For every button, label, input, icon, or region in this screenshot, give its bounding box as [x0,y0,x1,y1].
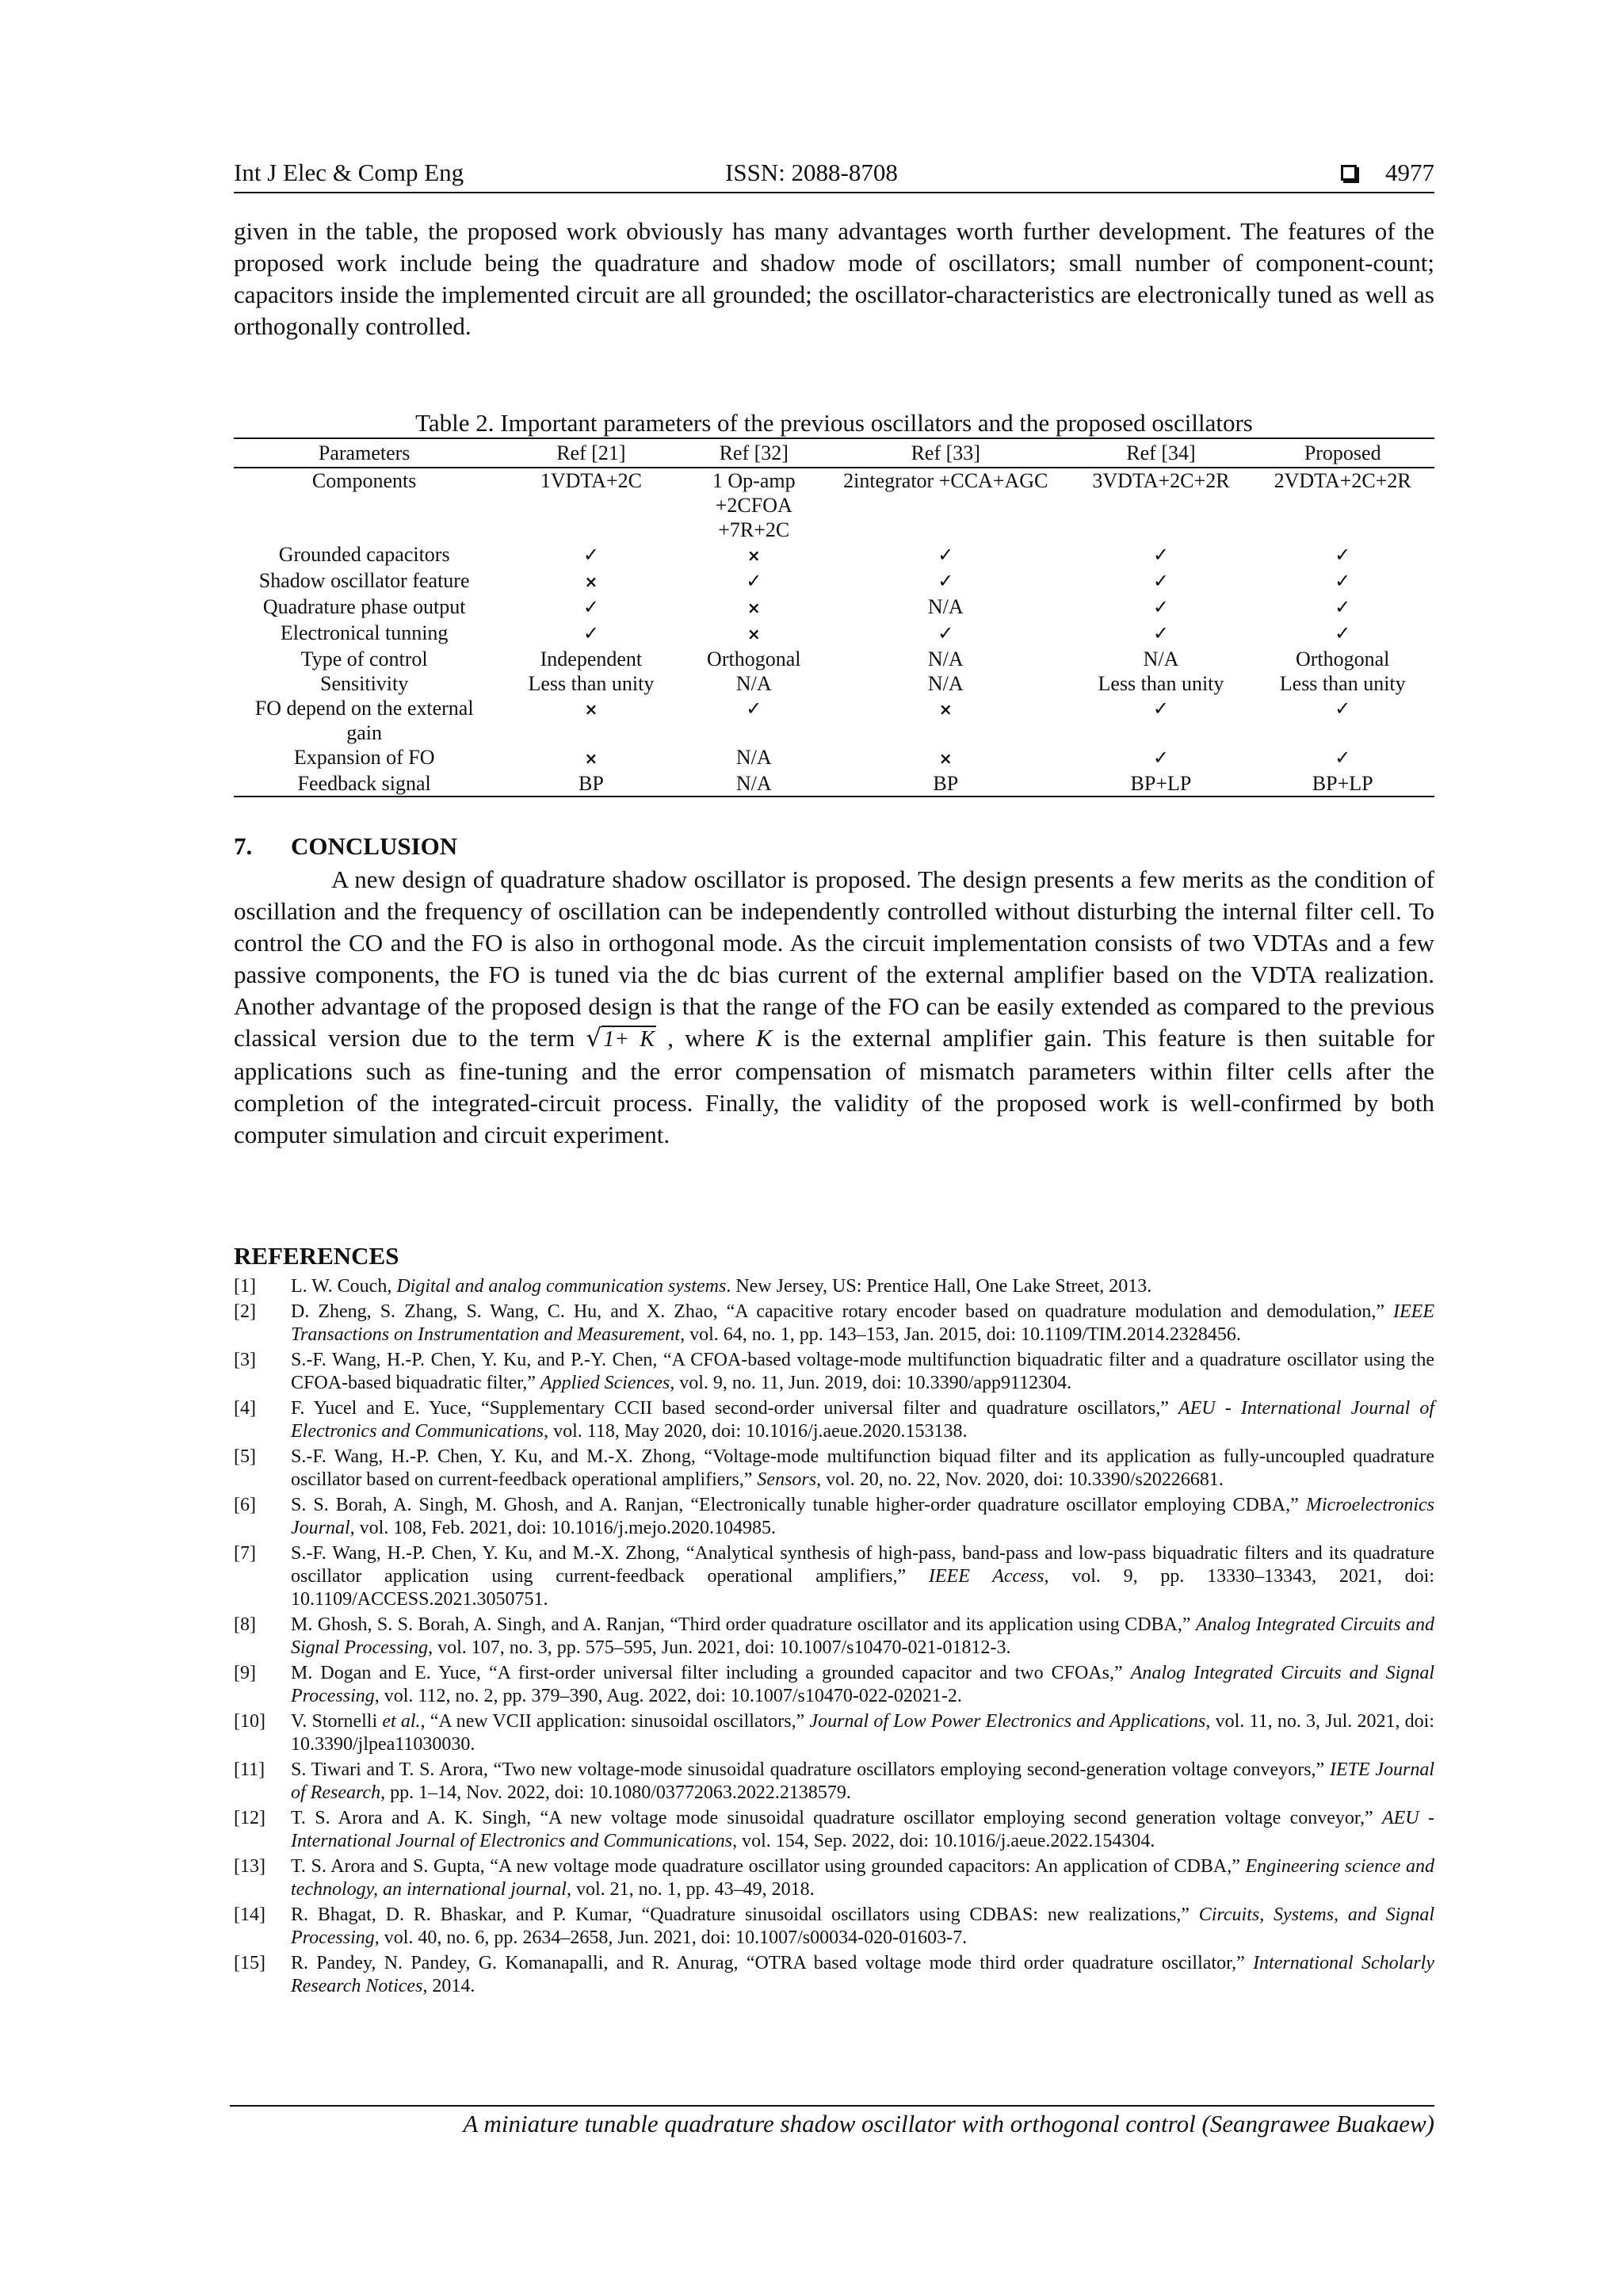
reference-part: F. Yucel and E. Yuce, “Supplementary CCII based second-order universal filter and quadrature oscillators,” [291,1398,1178,1419]
table-cell: N/A [1143,648,1179,670]
reference-text [291,1301,1434,1347]
reference-text [291,1855,1434,1901]
reference-text [291,1807,1434,1853]
table-cell: Less than unity [528,672,655,695]
table-caption: Table 2. Important parameters of the previous oscillators and the proposed oscillators [415,409,1253,437]
table-cell: 1VDTA+2C [540,469,642,492]
reference-part: R. Pandey, N. Pandey, G. Komanapalli, and R. Anurag, “OTRA based voltage mode third order quadrature oscillator,” [291,1953,1254,1973]
reference-number: [13] [234,1856,265,1877]
table-cell [1251,745,1434,771]
table-row [234,542,1434,568]
reference-part: T. S. Arora and S. Gupta, “A new voltage mode quadrature oscillator using grounded capacitors: An application of CDBA,” [291,1856,1246,1877]
reference-part: , vol. 20, no. 22, Nov. 2020, doi: 10.3390/s20226681. [816,1469,1224,1490]
table-cell [687,568,820,594]
reference-part: , vol. 112, no. 2, pp. 379–390, Aug. 2022, doi: 10.1007/s10470-022-02021-2. [374,1686,962,1706]
reference-item [234,1275,1434,1298]
reference-source: Engineering science and technology, an international journal [291,1856,1434,1900]
table-cell [1251,621,1434,647]
reference-source: IEEE Access [928,1566,1044,1587]
running-header [234,159,1434,193]
conclusion-text-where: , where [667,1024,745,1052]
reference-part: V. Stornelli [291,1711,383,1732]
table-cell [1071,594,1251,621]
table-cell: N/A [927,672,964,695]
table-cell: Electronical tunning [280,621,449,644]
check-mark-icon: ✓ [1152,544,1170,566]
table-cell: Feedback signal [234,771,495,797]
reference-number: [10] [234,1711,265,1732]
reference-text [291,1494,1434,1540]
table-cell: Sensitivity [320,672,409,695]
check-mark-icon: ✓ [938,544,954,566]
reference-item [234,1349,1434,1395]
reference-item [234,1301,1434,1347]
table-cell [1251,594,1434,621]
conclusion-text-after: is the external amplifier gain. This feature is then suitable for applications such as fine-tuning and the error compensation of mismatch parameters within filter cells after the completion of the integrated-circuit process. Finally, the validity of the proposed work is well-confirmed by both computer simulation and circuit experiment. [234,1024,1435,1148]
reference-item [234,1807,1434,1853]
reference-part: L. W. Couch, [291,1276,397,1297]
variable-k: K [755,1024,773,1052]
table-cell: 3VDTA+2C+2R [1092,469,1230,492]
table-cell: N/A [927,648,964,670]
table-cell: N/A [735,672,772,695]
reference-source: AEU - International Journal of Electronics and Communications [291,1398,1434,1442]
reference-item [234,1662,1434,1708]
reference-source: IETE Journal of Research [291,1759,1434,1803]
reference-part: S.-F. Wang, H.-P. Chen, Y. Ku, and M.-X. Zhong, “Voltage-mode multifunction biquad filter and its application as fully-uncoupled quadrature oscillator based on current-feedback operational amplifiers,” [291,1446,1434,1490]
reference-number: [4] [234,1398,256,1419]
reference-number: [9] [234,1663,256,1683]
reference-part: D. Zheng, S. Zhang, S. Wang, C. Hu, and X. Zhao, “A capacitive rotary encoder based on quadrature modulation and demodulation,” [291,1301,1394,1322]
table-cell [687,621,820,647]
reference-number: [7] [234,1543,256,1564]
check-mark-icon: ✓ [1152,747,1170,769]
reference-item [234,1759,1434,1805]
references-list [234,1275,1434,2000]
reference-part: . New Jersey, US: Prentice Hall, One Lake Street, 2013. [726,1276,1152,1297]
cross-mark-icon: × [938,700,953,719]
table-cell: N/A [735,746,772,769]
check-mark-icon: ✓ [582,596,599,618]
reference-part: , vol. 40, no. 6, pp. 2634–2658, Jun. 2021, doi: 10.1007/s00034-020-01603-7. [374,1927,968,1948]
table-cell: BP [495,771,687,797]
reference-part: , vol. 154, Sep. 2022, doi: 10.1016/j.aeue.2022.154304. [732,1831,1155,1851]
table-cell: Grounded capacitors [278,543,450,566]
sqrt-symbol: √ [586,1024,602,1052]
reference-part: S.-F. Wang, H.-P. Chen, Y. Ku, and M.-X. Zhong, “Analytical synthesis of high-pass, band-pass and low-pass biquadratic filters and its quadrature oscillator application using current-feedback operational amplifiers,” [291,1543,1434,1587]
reference-text [291,1759,1434,1805]
check-mark-icon: ✓ [1335,544,1351,566]
table-cell: Independent [540,648,643,670]
check-mark-icon: ✓ [582,622,599,644]
reference-number: [5] [234,1446,256,1467]
reference-text [291,1662,1434,1708]
reference-item [234,1494,1434,1540]
reference-source: Microelectronics Journal [291,1495,1434,1538]
section-title: CONCLUSION [291,832,458,860]
reference-part: M. Ghosh, S. S. Borah, A. Singh, and A. Ranjan, “Third order quadrature oscillator and its application using CDBA,” [291,1614,1196,1635]
reference-source: Journal of Low Power Electronics and Applications [809,1711,1206,1732]
table-cell [1251,542,1434,568]
reference-source: Sensors [757,1469,817,1490]
reference-source: Applied Sciences [540,1373,670,1393]
reference-text [291,1397,1434,1443]
reference-part: T. S. Arora and A. K. Singh, “A new voltage mode sinusoidal quadrature oscillator employing second generation voltage conveyor,” [291,1808,1382,1828]
reference-number: [2] [234,1301,256,1322]
check-mark-icon: ✓ [582,544,599,566]
table-cell [1071,696,1251,745]
cross-mark-icon: × [747,598,761,617]
reference-number: [3] [234,1350,256,1370]
table-cell: BP [820,771,1071,797]
reference-text [291,1904,1434,1950]
running-footer: A miniature tunable quadrature shadow oscillator with orthogonal control (Seangrawee Buakaew) [230,2105,1434,2138]
table-cell [687,468,820,542]
table-row-components [234,468,1434,542]
table-cell: Type of control [300,648,428,670]
reference-source: International Scholarly Research Notices [291,1953,1434,1996]
table-cell: Quadrature phase output [262,595,466,618]
table-cell: Components [311,469,417,492]
reference-part: , vol. 118, May 2020, doi: 10.1016/j.aeue.2020.153138. [544,1421,968,1442]
table-cell [495,696,687,745]
reference-number: [1] [234,1276,256,1297]
check-mark-icon: ✓ [1152,596,1170,618]
reference-number: [14] [234,1904,265,1925]
table-row [234,568,1434,594]
reference-source: Analog Integrated Circuits and Signal Processing [291,1663,1435,1706]
reference-part: , vol. 9, no. 11, Jun. 2019, doi: 10.3390/app9112304. [670,1373,1072,1393]
table-cell: 2VDTA+2C+2R [1274,469,1411,492]
table-cell: Orthogonal [707,648,801,670]
table-cell [820,542,1071,568]
table-cell [495,568,687,594]
reference-item [234,1904,1434,1950]
table-cell [495,745,687,771]
check-mark-icon: ✓ [1335,622,1351,644]
table-cell [495,542,687,568]
check-mark-icon: ✓ [1335,570,1351,592]
column-header: Ref [21] [495,438,687,468]
table-cell [820,696,1071,745]
section-number: 7. [234,832,253,860]
column-header: Ref [34] [1071,438,1251,468]
check-mark-icon: ✓ [1152,697,1170,720]
table-row [234,647,1434,671]
cell-line: +2CFOA [715,494,792,517]
sqrt-expression [586,1024,656,1052]
intro-paragraph: given in the table, the proposed work obviously has many advantages worth further development. The features of the proposed work include being the quadrature and shadow mode of oscillators; small number of component-count; capacitors inside the implemented circuit are all grounded; the oscillator-characteristics are electronically tuned as well as orthogonally controlled. [234,217,1434,340]
reference-part: R. Bhagat, D. R. Bhaskar, and P. Kumar, “Quadrature sinusoidal oscillators using CDBAS: new realizations,” [291,1904,1199,1925]
reference-number: [12] [234,1808,265,1828]
check-mark-icon: ✓ [1335,596,1351,618]
reference-number: [8] [234,1614,256,1635]
reference-text [291,1952,1434,1998]
reference-part: , pp. 1–14, Nov. 2022, doi: 10.1080/03772063.2022.2138579. [380,1782,851,1803]
table-cell: BP+LP [1071,771,1251,797]
table-cell: Less than unity [1098,672,1224,695]
table-cell: Expansion of FO [293,746,435,769]
cross-mark-icon: × [584,700,598,719]
reference-source: Circuits, Systems, and Signal Processing [291,1904,1434,1948]
reference-text [291,1446,1434,1492]
check-mark-icon: ✓ [938,570,954,592]
reference-number: [11] [234,1759,265,1780]
reference-part: S. S. Borah, A. Singh, M. Ghosh, and A. Ranjan, “Electronically tunable higher-order quadrature oscillator employing CDBA,” [291,1495,1306,1515]
table-cell [820,621,1071,647]
reference-source: AEU - International Journal of Electronics and Communications [291,1808,1434,1851]
column-header: Ref [32] [687,438,820,468]
table-cell [1071,621,1251,647]
check-mark-icon: ✓ [746,570,762,592]
check-mark-icon: ✓ [1152,622,1170,644]
cross-mark-icon: × [747,546,761,565]
issn: ISSN: 2088-8708 [725,159,898,186]
reference-source: et al. [382,1711,421,1732]
reference-item [234,1542,1434,1611]
table-cell [687,542,820,568]
reference-source: IEEE Transactions on Instrumentation and Measurement [291,1301,1434,1345]
table-cell: BP+LP [1251,771,1434,797]
reference-item [234,1710,1434,1756]
page-number: 4977 [1385,159,1434,186]
conclusion-text-before: A new design of quadrature shadow oscillator is proposed. The design presents a few merits as the condition of oscillation and the frequency of oscillation can be independently controlled without disturbing the internal filter cell. To control the CO and the FO is also in orthogonal mode. As the circuit implementation consists of two VDTAs and a few passive components, the FO is tuned via the dc bias current of the external amplifier based on the VDTA realization. Another advantage of the proposed design is that the range of the FO can be easily extended as compared to the previous classical version due to the term [234,865,1434,1052]
reference-part: , 2014. [422,1976,475,1996]
reference-part: , “A new VCII application: sinusoidal oscillators,” [420,1711,810,1732]
table-row [234,671,1434,696]
column-header: Parameters [234,438,495,468]
reference-text [291,1542,1434,1611]
table-cell [820,568,1071,594]
table-cell [820,745,1071,771]
table-cell: N/A [687,771,820,797]
table-cell: Orthogonal [1295,648,1390,670]
table-cell [1251,568,1434,594]
table-cell: Shadow oscillator feature [258,569,470,592]
conclusion-paragraph [234,864,1434,1151]
parameters-table [234,437,1434,797]
square-box-icon [1341,165,1357,181]
cell-line: 1 Op-amp [712,469,796,492]
check-mark-icon: ✓ [1335,697,1351,720]
cross-mark-icon: × [938,749,953,768]
reference-item [234,1614,1434,1660]
references-heading: REFERENCES [234,1242,399,1270]
cell-line: +7R+2C [718,518,790,541]
check-mark-icon: ✓ [938,622,954,644]
check-mark-icon: ✓ [746,697,762,720]
reference-text [291,1275,1434,1298]
reference-item [234,1952,1434,1998]
column-header: Ref [33] [820,438,1071,468]
table-cell [1071,745,1251,771]
table-row [234,745,1434,771]
table-cell: N/A [927,595,964,618]
table-cell: 2integrator +CCA+AGC [843,469,1048,492]
reference-part: S.-F. Wang, H.-P. Chen, Y. Ku, and P.-Y. Chen, “A CFOA-based voltage-mode multifunction biquadratic filter and a quadrature oscillator using the CFOA-based biquadratic filter,” [291,1350,1434,1393]
table-cell: Less than unity [1279,672,1406,695]
reference-text [291,1614,1434,1660]
reference-source: Analog Integrated Circuits and Signal Processing [291,1614,1434,1658]
table-row [234,696,1434,745]
header-right [1341,159,1434,187]
table-cell [1071,568,1251,594]
check-mark-icon: ✓ [1152,570,1170,592]
reference-number: [15] [234,1953,265,1973]
reference-number: [6] [234,1495,256,1515]
reference-text [291,1349,1434,1395]
table-cell: FO depend on the external gain [254,697,474,744]
table-cell [687,594,820,621]
reference-part: , vol. 108, Feb. 2021, doi: 10.1016/j.mejo.2020.104985. [349,1518,776,1538]
table-row [234,771,1434,797]
table-cell [495,621,687,647]
sqrt-term: 1+ K [603,1027,655,1052]
table-cell [687,696,820,745]
journal-name: Int J Elec & Comp Eng [234,159,464,186]
table-header-row [234,438,1434,468]
reference-part: , vol. 11, no. 3, Jul. 2021, doi: 10.3390/jlpea11030030. [291,1711,1435,1755]
reference-part: , vol. 9, pp. 13330–13343, 2021, doi: 10.1109/ACCESS.2021.3050751. [291,1566,1434,1610]
table-cell [1251,696,1434,745]
reference-part: , vol. 64, no. 1, pp. 143–153, Jan. 2015, doi: 10.1109/TIM.2014.2328456. [680,1324,1241,1345]
table-row [234,594,1434,621]
reference-part: S. Tiwari and T. S. Arora, “Two new voltage-mode sinusoidal quadrature oscillators employing second-generation voltage conveyors,” [291,1759,1330,1780]
reference-item [234,1397,1434,1443]
reference-item [234,1855,1434,1901]
section-heading-conclusion [234,832,457,861]
reference-text [291,1710,1434,1756]
reference-part: , vol. 21, no. 1, pp. 43–49, 2018. [566,1879,815,1900]
column-header: Proposed [1251,438,1434,468]
reference-item [234,1446,1434,1492]
reference-source: Digital and analog communication systems [396,1276,727,1297]
check-mark-icon: ✓ [1335,747,1351,769]
table-row [234,621,1434,647]
reference-part: , vol. 107, no. 3, pp. 575–595, Jun. 2021, doi: 10.1007/s10470-021-01812-3. [428,1637,1011,1658]
cross-mark-icon: × [747,625,761,644]
reference-part: M. Dogan and E. Yuce, “A first-order universal filter including a grounded capacitor and two CFOAs,” [291,1663,1131,1683]
table-cell [495,594,687,621]
cross-mark-icon: × [584,572,598,591]
cross-mark-icon: × [584,749,598,768]
table-cell [1071,542,1251,568]
